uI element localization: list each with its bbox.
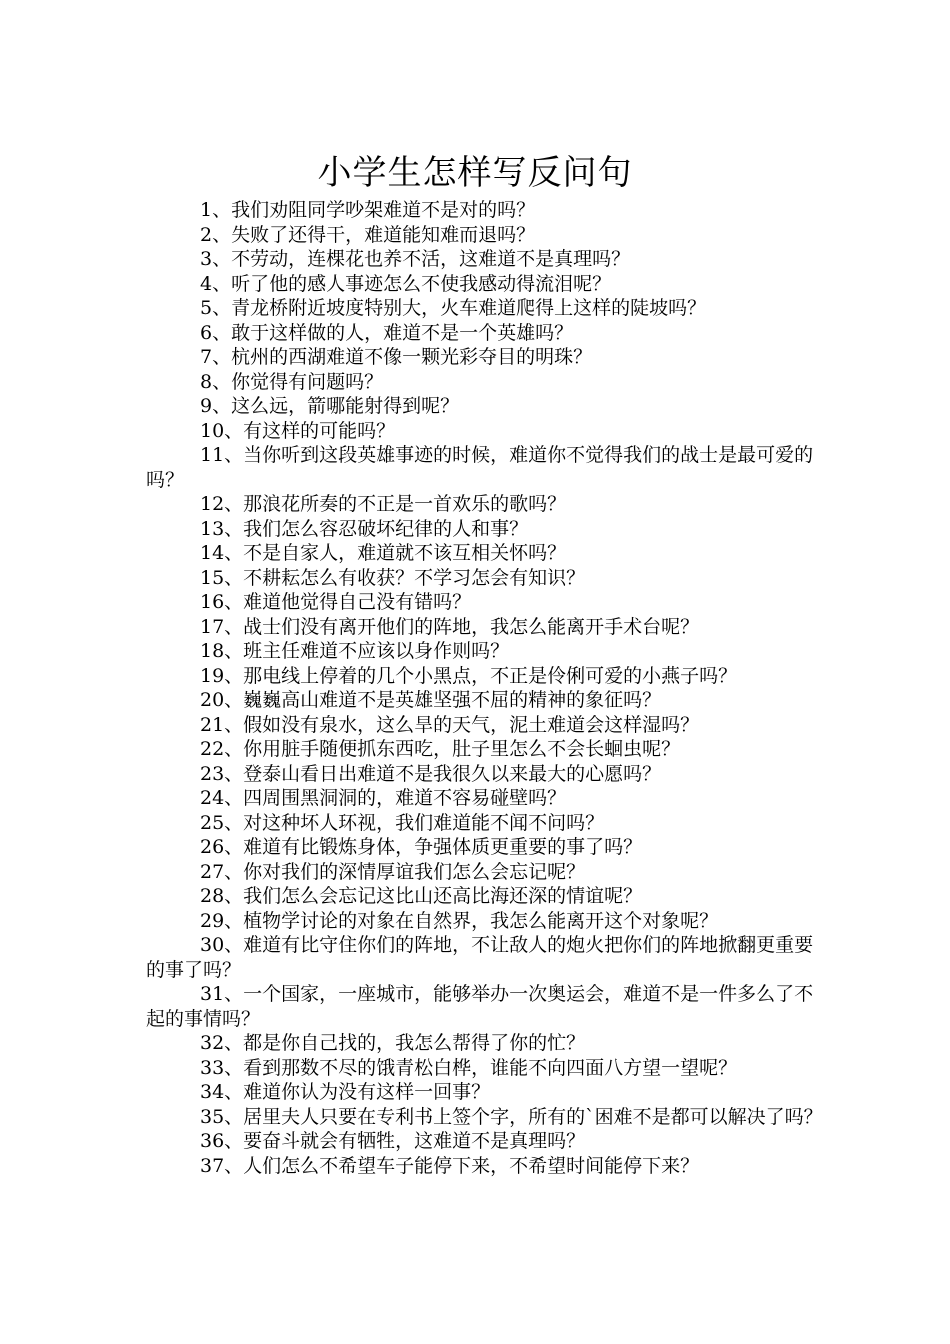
list-item: 13、我们怎么容忍破坏纪律的人和事？: [200, 517, 529, 540]
list-item: 15、不耕耘怎么有收获？不学习怎会有知识？: [200, 566, 586, 589]
list-item: 24、四周围黑洞洞的，难道不容易碰壁吗？: [200, 787, 567, 809]
list-item: 14、不是自家人，难道就不该互相关怀吗？: [200, 542, 567, 564]
list-item: 19、那电线上停着的几个小黑点，不正是伶俐可爱的小燕子吗？: [200, 664, 738, 687]
list-item: 37、人们怎么不希望车子能停下来，不希望时间能停下来？: [200, 1154, 700, 1177]
list-item: 1、我们劝阻同学吵架难道不是对的吗？: [200, 199, 536, 221]
list-item: 6、敢于这样做的人，难道不是一个英雄吗？: [200, 321, 574, 344]
list-item: 5、青龙桥附近坡度特别大，火车难道爬得上这样的陡坡吗？: [200, 297, 707, 319]
list-item: 21、假如没有泉水，这么旱的天气，泥土难道会这样湿吗？: [200, 713, 700, 736]
list-item: 32、都是你自己找的，我怎么帮得了你的忙？: [200, 1032, 586, 1054]
question-list: [146, 198, 826, 1178]
list-item: 11、当你听到这段英雄事迹的时候，难道你不觉得我们的战士是最可爱的吗？: [146, 444, 814, 491]
list-item: 20、巍巍高山难道不是英雄坚强不屈的精神的象征吗？: [200, 689, 662, 711]
list-item: 35、居里夫人只要在专利书上签个字，所有的`困难不是都可以解决了吗？: [200, 1105, 823, 1128]
list-item: 34、难道你认为没有这样一回事？: [200, 1081, 491, 1103]
list-item: 16、难道他觉得自己没有错吗？: [200, 591, 472, 613]
list-item: 25、对这种坏人环视，我们难道能不闻不问吗？: [200, 811, 605, 834]
list-item: 27、你对我们的深情厚谊我们怎么会忘记呢？: [200, 860, 586, 883]
list-item: 28、我们怎么会忘记这比山还高比海还深的情谊呢？: [200, 885, 643, 907]
list-item: 12、那浪花所奏的不正是一首欢乐的歌吗？: [200, 493, 567, 515]
list-item: 7、杭州的西湖难道不像一颗光彩夺目的明珠？: [200, 346, 593, 368]
list-item: 8、你觉得有问题吗？: [200, 370, 384, 393]
list-item: 18、班主任难道不应该以身作则吗？: [200, 640, 510, 662]
list-item: 2、失败了还得干，难道能知难而退吗？: [200, 223, 536, 246]
list-item: 9、这么远，箭哪能射得到呢？: [200, 395, 460, 417]
document-title: 小学生怎样写反问句: [317, 152, 633, 193]
list-item: 30、难道有比守住你们的阵地，不让敌人的炮火把你们的阵地掀翻更重要的事了吗？: [146, 934, 814, 981]
list-item: 4、听了他的感人事迹怎么不使我感动得流泪呢？: [200, 272, 612, 295]
list-item: 29、植物学讨论的对象在自然界，我怎么能离开这个对象呢？: [200, 909, 719, 932]
list-item: 23、登泰山看日出难道不是我很久以来最大的心愿吗？: [200, 762, 662, 785]
list-item: 17、战士们没有离开他们的阵地，我怎么能离开手术台呢？: [200, 615, 700, 638]
list-item: 22、你用脏手随便抓东西吃，肚子里怎么不会长蛔虫呢？: [200, 738, 681, 760]
list-item: 33、看到那数不尽的饿青松白桦，谁能不向四面八方望一望呢？: [200, 1056, 738, 1079]
list-item: 36、要奋斗就会有牺牲，这难道不是真理吗？: [200, 1130, 586, 1152]
list-item: 10、有这样的可能吗？: [200, 419, 396, 442]
list-item: 3、不劳动，连棵花也养不活，这难道不是真理吗？: [200, 248, 631, 270]
list-item: 31、一个国家，一座城市，能够举办一次奥运会，难道不是一件多么了不起的事情吗？: [146, 983, 814, 1030]
list-item: 26、难道有比锻炼身体，争强体质更重要的事了吗？: [200, 836, 643, 858]
